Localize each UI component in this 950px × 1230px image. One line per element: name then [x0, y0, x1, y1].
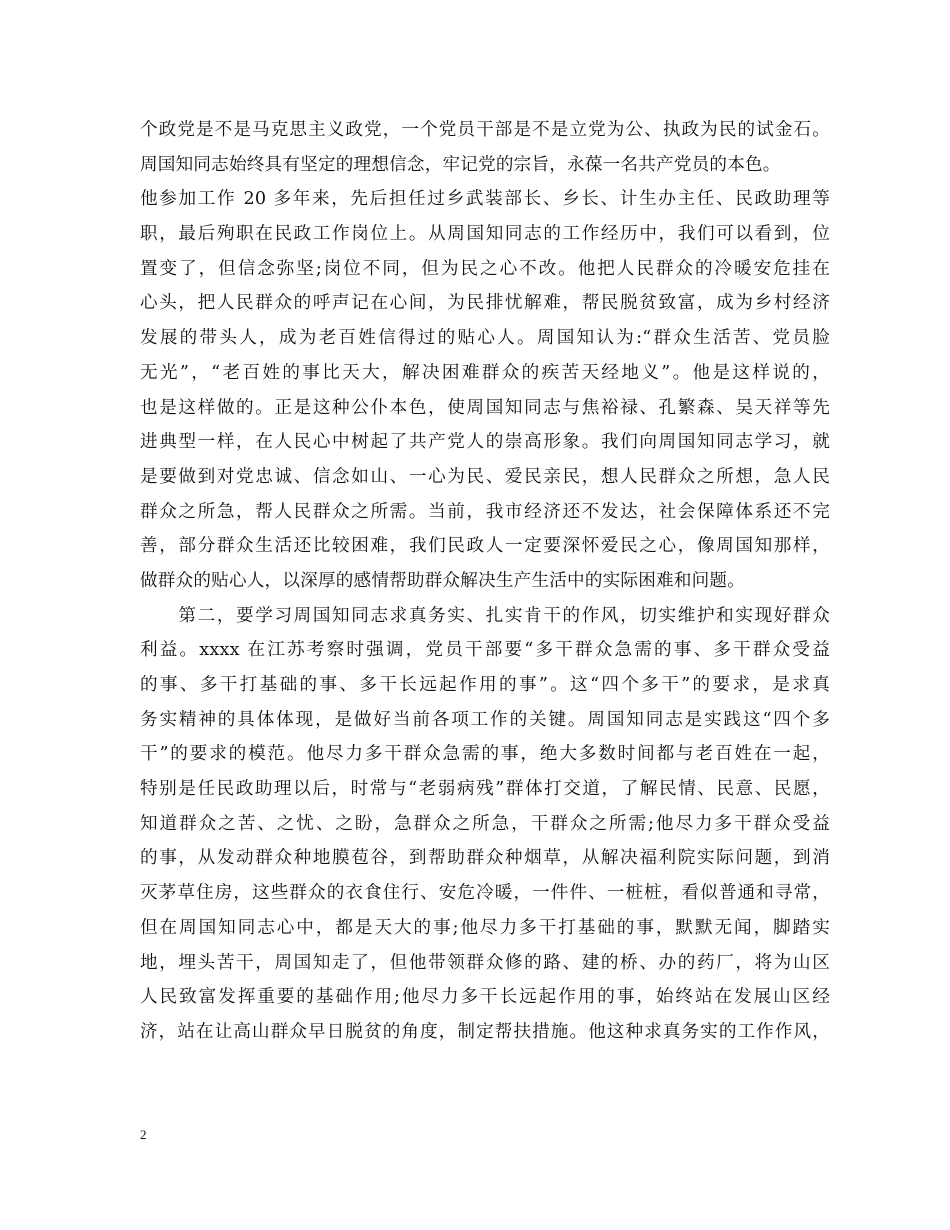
text-line: 做群众的贴心人，以深厚的感情帮助群众解决生产生活中的实际困难和问题。	[140, 570, 745, 591]
text-line: 也是这样做的。正是这种公仆本色，使周国知同志与焦裕禄、孔繁森、吴天祥等先	[140, 397, 830, 418]
text-line: 无光”，“老百姓的事比天大，解决困难群众的疾苦天经地义”。他是这样说的，	[140, 362, 830, 383]
text-line: 是要做到对党忠诚、信念如山、一心为民、爱民亲民，想人民群众之所想，急人民	[140, 466, 830, 487]
document-body	[140, 113, 830, 1050]
text-line: 心头，把人民群众的呼声记在心间，为民排忧解难，帮民脱贫致富，成为乡村经济	[140, 293, 830, 314]
text-line: 济，站在让高山群众早日脱贫的角度，制定帮扶措施。他这种求真务实的工作作风，	[140, 1021, 830, 1042]
text-line: 干”的要求的模范。他尽力多干群众急需的事，绝大多数时间都与老百姓在一起，	[140, 744, 830, 765]
text-line: 个政党是不是马克思主义政党，一个党员干部是不是立党为公、执政为民的试金石。	[140, 120, 830, 140]
text-line: 的事、多干打基础的事、多干长远起作用的事”。这“四个多干”的要求，是求真	[140, 675, 830, 695]
text-line: 特别是任民政助理以后，时常与“老弱病残”群体打交道，了解民情、民意、民愿，	[140, 779, 830, 800]
text-line: 但在周国知同志心中，都是天大的事;他尽力多干打基础的事，默默无闻，脚踏实	[140, 917, 830, 938]
text-line: 地，埋头苦干，周国知走了，但他带领群众修的路、建的桥、办的药厂，将为山区	[140, 952, 830, 973]
text-line: 灭茅草住房，这些群众的衣食住行、安危冷暖，一件件、一桩桩，看似普通和寻常，	[140, 883, 830, 904]
text-line: 周国知同志始终具有坚定的理想信念，牢记党的宗旨，永葆一名共产党员的本色。	[140, 154, 781, 175]
text-line: 发展的带头人，成为老百姓信得过的贴心人。周国知认为:“群众生活苦、党员脸	[140, 328, 830, 349]
text-line: 进典型一样，在人民心中树起了共产党人的崇高形象。我们向周国知同志学习，就	[140, 432, 830, 453]
text-line: 利益。xxxx 在江苏考察时强调，党员干部要“多干群众急需的事、多干群众受益	[140, 640, 830, 661]
text-line: 善，部分群众生活还比较困难，我们民政人一定要深怀爱民之心，像周国知那样，	[140, 536, 830, 557]
text-line: 群众之所急，帮人民群众之所需。当前，我市经济还不发达，社会保障体系还不完	[140, 501, 830, 522]
text-line: 他参加工作 20 多年来，先后担任过乡武装部长、乡长、计生办主任、民政助理等	[140, 189, 830, 210]
text-line: 置变了，但信念弥坚;岗位不同，但为民之心不改。他把人民群众的冷暖安危挂在	[140, 258, 830, 279]
text-line: 知道群众之苦、之忧、之盼，急群众之所急，干群众之所需;他尽力多干群众受益	[140, 813, 830, 834]
page-number: 2	[140, 1127, 147, 1142]
text-line: 职，最后殉职在民政工作岗位上。从周国知同志的工作经历中，我们可以看到，位	[140, 224, 830, 245]
text-line: 人民致富发挥重要的基础作用;他尽力多干长远起作用的事，始终站在发展山区经	[140, 987, 830, 1008]
text-line: 的事，从发动群众种地膜苞谷，到帮助群众种烟草，从解决福利院实际问题，到消	[140, 848, 830, 869]
text-line: 第二，要学习周国知同志求真务实、扎实肯干的作风，切实维护和实现好群众	[140, 605, 830, 626]
text-line: 务实精神的具体体现，是做好当前各项工作的关键。周国知同志是实践这“四个多	[140, 709, 830, 730]
